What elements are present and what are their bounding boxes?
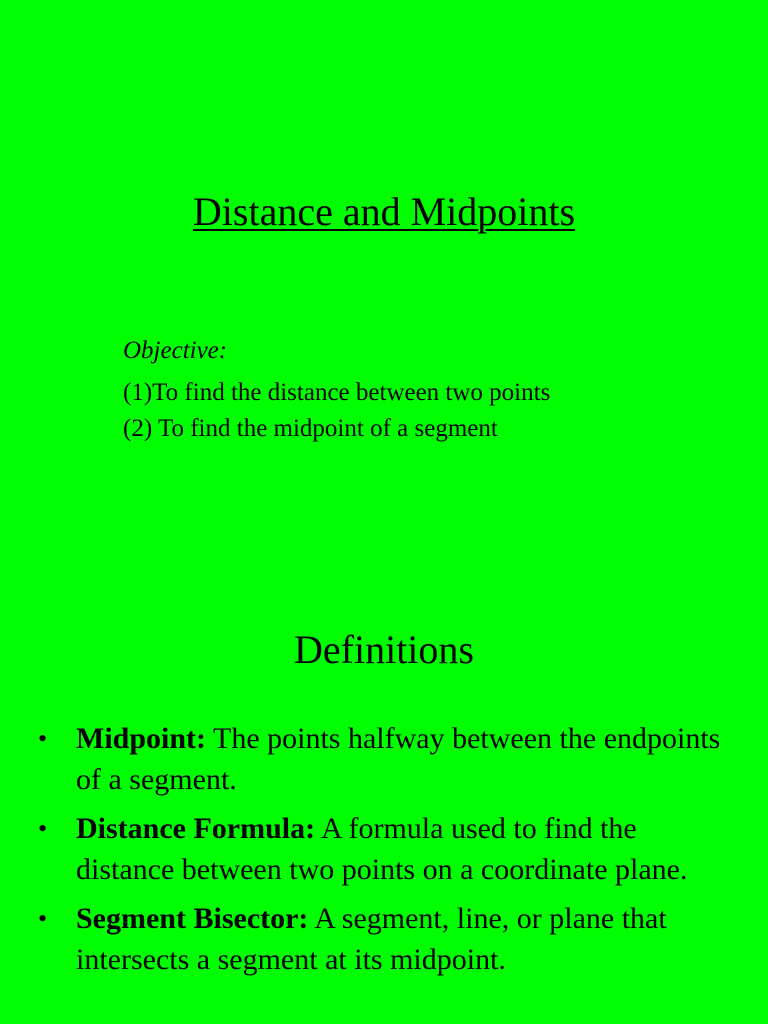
bullet-icon: • (38, 724, 48, 753)
definition-text: A segment, line, or plane that intersects a segment at its midpoint. (76, 902, 667, 976)
objective-item-2: (2) To find the midpoint of a segment (123, 415, 498, 442)
definition-term: Segment Bisector: (76, 902, 309, 935)
definitions-title: Definitions (294, 627, 474, 672)
definition-term: Midpoint: (76, 722, 207, 755)
definition-segment-bisector (0, 898, 768, 980)
definition-midpoint (0, 718, 768, 800)
definition-text: The points halfway between the endpoints of a segment. (76, 722, 721, 796)
bullet-icon: • (38, 814, 48, 843)
slide-definitions (0, 576, 768, 1024)
definition-distance-formula (0, 808, 768, 890)
definitions-list (0, 718, 768, 988)
definition-text: A formula used to find the distance between two points on a coordinate plane. (76, 812, 688, 886)
definition-term: Distance Formula: (76, 812, 316, 845)
objective-label: Objective: (123, 337, 228, 364)
slide-title: Distance and Midpoints (192, 189, 576, 234)
objective-item-1: (1)To find the distance between two points (123, 379, 551, 406)
bullet-icon: • (38, 904, 48, 933)
